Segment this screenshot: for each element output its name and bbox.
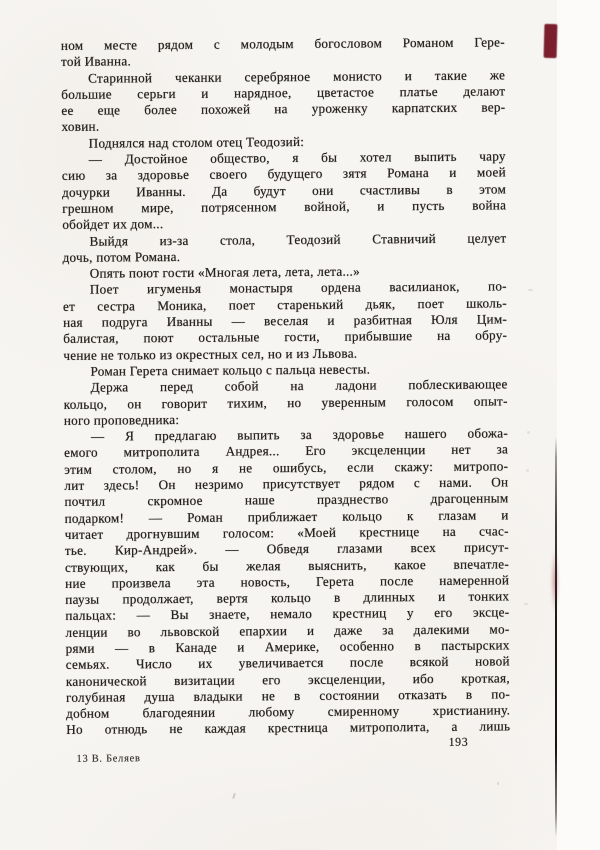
text-line: сию за здоровье своего будущего зятя Романа и моей xyxy=(61,164,506,184)
page-number: 193 xyxy=(448,734,469,749)
text-line: дочь, потом Романа. xyxy=(62,248,181,265)
text-line: Поет игуменья монастыря ордена василианок, по- xyxy=(89,278,507,298)
text-line: Выйдя из-за стола, Теодозий Ставничий целует xyxy=(89,229,507,249)
scan-speck xyxy=(497,782,499,785)
text-line: рями — в Канаде и Америке, особенно в пастырских xyxy=(65,637,510,656)
text-line: подарком! — Роман приближает кольцо к глазам и xyxy=(64,506,509,526)
text-line: ние произвела эта новость, Герета после намеренной xyxy=(65,572,510,591)
text-line: ховин. xyxy=(61,119,100,135)
text-line: ее еще более похожей на уроженку карпатских вер- xyxy=(61,99,506,119)
printer-signature: 13 В. Беляев xyxy=(76,753,141,765)
text-line: добном благодеянии любому смиренному христианину. xyxy=(66,702,511,722)
text-line: почтил скромное наше празднество драгоценным xyxy=(64,490,509,510)
scan-speck xyxy=(526,469,529,472)
text-line: балистая, поют остальные гости, прибывшие на обру- xyxy=(63,327,508,347)
text-line: этим столом, но я не ошибусь, если скажу: митропо- xyxy=(64,458,509,477)
text-line: Но отнюдь не каждая крестница митрополита, а лишь xyxy=(66,718,511,738)
text-line: обойдет их дом... xyxy=(62,216,164,233)
text-line: читает дрогнувшим голосом: «Моей крестнице на счас- xyxy=(64,523,509,542)
text-line: пальцах: — Вы знаете, немало крестниц у его эксце- xyxy=(65,604,510,624)
text-line: ного проповедника: xyxy=(63,411,180,428)
text-line: дочурки Иванны. Да будут они счастливы в этом xyxy=(61,181,507,200)
text-line: кольцо, он говорит тихим, но уверенным голосом опыт- xyxy=(63,392,508,412)
text-line: канонической визитации его эксцеленции, ибо кроткая, xyxy=(65,669,510,689)
text-block xyxy=(61,34,510,738)
text-line: ная подруга Иванны — веселая и разбитная Юля Цим- xyxy=(62,311,508,330)
text-line: паузы продолжает, вертя кольцо в длинных и тонких xyxy=(65,588,510,607)
text-line: Опять поют гости «Многая лета, лета, лета...» xyxy=(89,263,360,281)
text-line: Старинной чеканки серебряное монисто и такие же xyxy=(88,66,506,86)
text-line: тье. Кир-Андрей». — Обведя глазами всех присут- xyxy=(64,539,509,559)
text-line: лит здесь! Он незримо присутствует рядом с нами. Он xyxy=(64,474,509,493)
text-line: той Иванна. xyxy=(60,53,132,70)
text-line: грешном мире, потрясенном войной, и пусть война xyxy=(62,197,507,216)
page-edge-line xyxy=(555,437,557,837)
text-line: голубиная душа владыки не в состоянии отказать в по- xyxy=(65,686,511,705)
text-line: — Я предлагаю выпить за здоровье нашего обожа- xyxy=(90,425,508,444)
text-line: ет сестра Моника, поет старенький дьяк, поет школь- xyxy=(62,295,507,314)
scan-speck xyxy=(524,603,528,605)
text-line: чение не только из окрестных сел, но и из Львова. xyxy=(63,345,358,363)
text-line: большие серьги и нарядное, цветастое платье делают xyxy=(61,83,506,102)
text-line: ствующих, как бы желая выяснить, какое впечатле- xyxy=(64,555,510,575)
red-bookmark-mark xyxy=(544,24,558,58)
text-line: — Достойное общество, я бы хотел выпить чару xyxy=(88,148,506,167)
text-line: семьях. Число их увеличивается после всякой новой xyxy=(65,653,510,673)
scan-speck xyxy=(528,289,533,291)
text-line: емого митрополита Андрея... Его эксцеленции нет за xyxy=(64,441,509,461)
text-line: ленции во львовской епархии и даже за далекими мо- xyxy=(65,621,510,640)
text-line: ном месте рядом с молодым богословом Романом Гере- xyxy=(60,34,505,53)
text-line: Роман Герета снимает кольцо с пальца невесты. xyxy=(90,361,371,379)
text-line: Поднялся над столом отец Теодозий: xyxy=(88,133,305,151)
text-line: Держа перед собой на ладони поблескивающее xyxy=(90,376,508,395)
scan-speck xyxy=(527,431,530,434)
